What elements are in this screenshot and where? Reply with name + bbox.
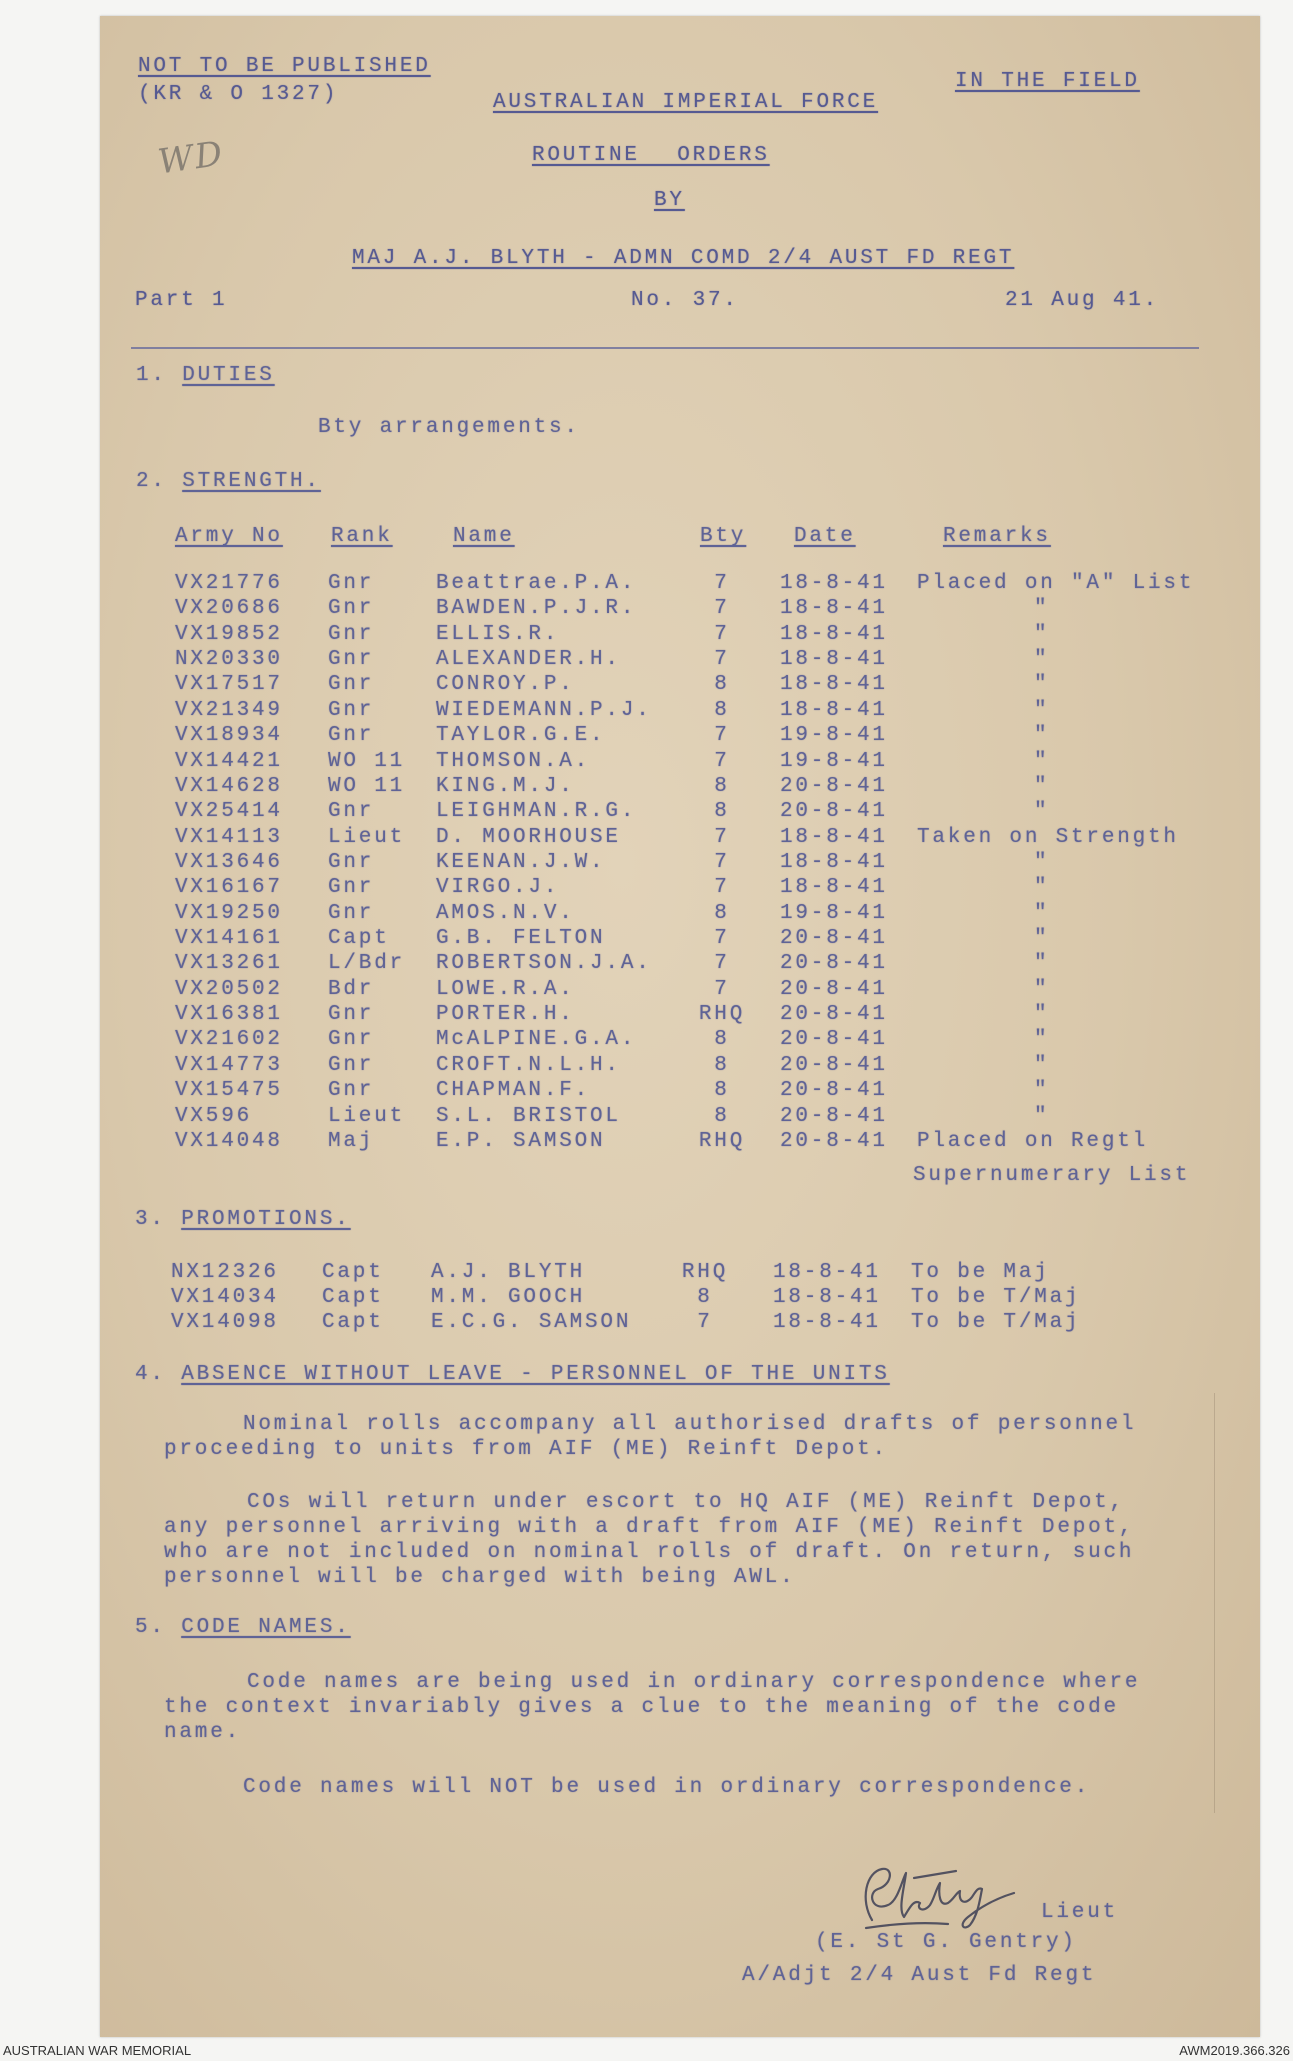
- order-number: No. 37.: [631, 289, 739, 312]
- archive-credit: AUSTRALIAN WAR MEMORIAL: [3, 2043, 192, 2058]
- remarks: ": [1034, 1053, 1050, 1077]
- date: 19-8-41: [780, 901, 888, 925]
- document-title: ROUTINE ORDERS: [532, 144, 770, 167]
- table-row: [0, 749, 1293, 774]
- section-promotions-heading: [135, 1207, 351, 1232]
- order-date: 21 Aug 41.: [1005, 289, 1160, 312]
- name: KEENAN.J.W.: [436, 850, 606, 874]
- paragraph-line: who are not included on nominal rolls of draft. On return, such: [164, 1541, 1135, 1564]
- name: WIEDEMANN.P.J.: [436, 698, 652, 722]
- rank: Maj: [328, 1129, 375, 1153]
- army-no: VX13261: [175, 952, 283, 976]
- bty: 8: [714, 800, 730, 824]
- army-no: VX16381: [175, 1003, 283, 1027]
- date: 20-8-41: [780, 1079, 888, 1103]
- remarks: To be T/Maj: [911, 1286, 1081, 1309]
- date: 18-8-41: [780, 673, 888, 697]
- name: CONROY.P.: [436, 673, 575, 697]
- bty: 7: [714, 927, 730, 951]
- name: G.B. FELTON: [436, 927, 606, 951]
- by-line: BY: [654, 189, 685, 212]
- table-row: [0, 1310, 1293, 1335]
- table-row: [0, 1129, 1293, 1187]
- date: 18-8-41: [780, 622, 888, 646]
- table-row: [0, 875, 1293, 900]
- rank: Gnr: [328, 1053, 375, 1077]
- table-row: [0, 723, 1293, 748]
- section-title: ABSENCE WITHOUT LEAVE - PERSONNEL OF THE UNITS: [181, 1363, 890, 1386]
- paragraph-line: any personnel arriving with a draft from AIF (ME) Reinft Depot,: [164, 1516, 1135, 1539]
- remarks: ": [1034, 850, 1050, 874]
- army-no: NX20330: [175, 648, 283, 672]
- bty: 8: [714, 673, 730, 697]
- bty: 8: [714, 1079, 730, 1103]
- name: CROFT.N.L.H.: [436, 1053, 621, 1077]
- army-no: VX21349: [175, 698, 283, 722]
- remarks: ": [1034, 774, 1050, 798]
- name: AMOS.N.V.: [436, 901, 575, 925]
- paragraph-line: Code names will NOT be used in ordinary correspondence.: [243, 1776, 1091, 1799]
- rank: Lieut: [328, 825, 406, 849]
- paragraph-line: the context invariably gives a clue to the meaning of the code: [164, 1696, 1119, 1719]
- rank: Gnr: [328, 876, 375, 900]
- army-no: VX20502: [175, 977, 283, 1001]
- army-no: VX19852: [175, 622, 283, 646]
- name: ALEXANDER.H.: [436, 648, 621, 672]
- rank: Capt: [322, 1286, 384, 1309]
- bty: RHQ: [681, 1261, 729, 1284]
- rank: Lieut: [328, 1104, 406, 1128]
- section-title: PROMOTIONS.: [181, 1208, 351, 1231]
- issuer-line: MAJ A.J. BLYTH - ADMN COMD 2/4 AUST FD REGT: [352, 247, 1015, 270]
- rank: Gnr: [328, 648, 375, 672]
- fold-crease: [1214, 1393, 1215, 1813]
- rank: Gnr: [328, 850, 375, 874]
- remarks: ": [1034, 622, 1050, 646]
- bty: 7: [714, 876, 730, 900]
- remarks: ": [1034, 724, 1050, 748]
- bty: 7: [714, 825, 730, 849]
- army-no: VX14628: [175, 774, 283, 798]
- name: CHAPMAN.F.: [436, 1079, 591, 1103]
- date: 19-8-41: [780, 724, 888, 748]
- rank: Capt: [322, 1261, 384, 1284]
- section-title: CODE NAMES.: [181, 1616, 351, 1639]
- bty: RHQ: [698, 1003, 746, 1027]
- bty: 8: [714, 774, 730, 798]
- date: 20-8-41: [780, 977, 888, 1001]
- rank: Gnr: [328, 572, 375, 595]
- table-row: [0, 951, 1293, 976]
- bty: 7: [714, 622, 730, 646]
- force-heading: AUSTRALIAN IMPERIAL FORCE: [493, 91, 879, 114]
- table-row: [0, 1285, 1293, 1310]
- section-number: 1.: [136, 364, 167, 387]
- name: LEIGHMAN.R.G.: [436, 800, 637, 824]
- army-no: VX18934: [175, 724, 283, 748]
- name: McALPINE.G.A.: [436, 1028, 637, 1052]
- date: 18-8-41: [773, 1311, 881, 1334]
- archive-reference: AWM2019.366.326: [1179, 2043, 1290, 2058]
- remarks: Placed on Regtl: [917, 1129, 1149, 1153]
- army-no: NX12326: [171, 1261, 279, 1284]
- bty: 7: [714, 850, 730, 874]
- table-row: [0, 825, 1293, 850]
- header-rule: [131, 347, 1199, 349]
- bty: 7: [714, 977, 730, 1001]
- col-remarks: Remarks: [943, 525, 1051, 548]
- rank: Gnr: [328, 1079, 375, 1103]
- location-heading: IN THE FIELD: [955, 70, 1140, 93]
- remarks: ": [1034, 673, 1050, 697]
- bty: RHQ: [698, 1129, 746, 1153]
- rank: Gnr: [328, 1028, 375, 1052]
- name: BAWDEN.P.J.R.: [436, 597, 637, 621]
- army-no: VX14421: [175, 749, 283, 773]
- date: 18-8-41: [773, 1286, 881, 1309]
- signatory-name: (E. St G. Gentry): [815, 1931, 1077, 1954]
- strength-table: [0, 571, 1293, 1187]
- restriction-line-1: NOT TO BE PUBLISHED: [138, 55, 431, 78]
- bty: 8: [714, 901, 730, 925]
- remarks: ": [1034, 876, 1050, 900]
- signatory-rank: Lieut: [1041, 1901, 1119, 1924]
- section-number: 3.: [135, 1208, 166, 1231]
- date: 20-8-41: [780, 952, 888, 976]
- date: 18-8-41: [780, 850, 888, 874]
- table-row: [0, 1260, 1293, 1285]
- remarks: ": [1034, 749, 1050, 773]
- date: 20-8-41: [780, 800, 888, 824]
- date: 20-8-41: [780, 1003, 888, 1027]
- col-bty: Bty: [700, 525, 747, 548]
- name: ELLIS.R.: [436, 622, 560, 646]
- name: E.C.G. SAMSON: [431, 1311, 632, 1334]
- remarks: ": [1034, 648, 1050, 672]
- handwritten-signature: [852, 1858, 1027, 1938]
- bty: 8: [714, 1104, 730, 1128]
- army-no: VX16167: [175, 876, 283, 900]
- date: 18-8-41: [780, 698, 888, 722]
- rank: Gnr: [328, 901, 375, 925]
- bty: 7: [714, 572, 730, 595]
- army-no: VX13646: [175, 850, 283, 874]
- col-rank: Rank: [331, 525, 393, 548]
- table-row: [0, 1104, 1293, 1129]
- rank: Capt: [322, 1311, 384, 1334]
- name: TAYLOR.G.E.: [436, 724, 606, 748]
- army-no: VX19250: [175, 901, 283, 925]
- date: 18-8-41: [780, 597, 888, 621]
- remarks: ": [1034, 698, 1050, 722]
- date: 18-8-41: [780, 572, 888, 595]
- name: KING.M.J.: [436, 774, 575, 798]
- handwritten-note: WD: [155, 133, 227, 183]
- section-code-names-heading: [135, 1615, 351, 1640]
- remarks: ": [1034, 927, 1050, 951]
- paragraph-line: Nominal rolls accompany all authorised drafts of personnel: [243, 1413, 1137, 1436]
- date: 18-8-41: [773, 1261, 881, 1284]
- duties-text: Bty arrangements.: [318, 416, 580, 439]
- bty: 7: [714, 648, 730, 672]
- rank: L/Bdr: [328, 952, 406, 976]
- army-no: VX596: [175, 1104, 253, 1128]
- name: Beattrae.P.A.: [436, 572, 637, 595]
- remarks: Placed on "A" List: [917, 572, 1195, 595]
- table-row: [0, 571, 1293, 596]
- promotions-table: [0, 1260, 1293, 1335]
- section-strength-heading: [136, 469, 321, 494]
- paragraph-line: personnel will be charged with being AWL.: [164, 1566, 796, 1589]
- remarks: To be Maj: [911, 1261, 1050, 1284]
- rank: WO 11: [328, 774, 406, 798]
- table-row: [0, 596, 1293, 621]
- col-date: Date: [794, 525, 856, 548]
- date: 19-8-41: [780, 749, 888, 773]
- paragraph-line: name.: [164, 1721, 242, 1744]
- bty: 8: [697, 1286, 713, 1309]
- table-row: [0, 1078, 1293, 1103]
- signatory-appointment: A/Adjt 2/4 Aust Fd Regt: [742, 1964, 1097, 1987]
- army-no: VX21602: [175, 1028, 283, 1052]
- rank: Bdr: [328, 977, 375, 1001]
- name: LOWE.R.A.: [436, 977, 575, 1001]
- table-row: [0, 774, 1293, 799]
- army-no: VX25414: [175, 800, 283, 824]
- section-absence-heading: [135, 1362, 890, 1387]
- date: 20-8-41: [780, 1104, 888, 1128]
- rank: Gnr: [328, 800, 375, 824]
- remarks: ": [1034, 1028, 1050, 1052]
- bty: 8: [714, 1028, 730, 1052]
- remarks: To be T/Maj: [911, 1311, 1081, 1334]
- army-no: VX14161: [175, 927, 283, 951]
- rank: WO 11: [328, 749, 406, 773]
- name: VIRGO.J.: [436, 876, 560, 900]
- table-row: [0, 926, 1293, 951]
- army-no: VX21776: [175, 572, 283, 595]
- remarks: ": [1034, 597, 1050, 621]
- section-duties-heading: [136, 363, 275, 388]
- header-row: [0, 524, 1293, 549]
- remarks-continued: Supernumerary List: [913, 1163, 1191, 1187]
- restriction-line-2: (KR & O 1327): [138, 83, 339, 106]
- col-name: Name: [453, 525, 515, 548]
- rank: Gnr: [328, 622, 375, 646]
- table-row: [0, 1053, 1293, 1078]
- paragraph-line: Code names are being used in ordinary correspondence where: [247, 1671, 1141, 1694]
- remarks: ": [1034, 800, 1050, 824]
- bty: 7: [714, 749, 730, 773]
- rank: Gnr: [328, 698, 375, 722]
- table-row: [0, 672, 1293, 697]
- table-row: [0, 1027, 1293, 1052]
- part-label: Part 1: [135, 289, 228, 312]
- name: M.M. GOOCH: [431, 1286, 586, 1309]
- section-title: DUTIES: [182, 364, 275, 387]
- strength-column-headers: [0, 524, 1293, 549]
- bty: 7: [714, 597, 730, 621]
- army-no: VX14773: [175, 1053, 283, 1077]
- table-row: [0, 850, 1293, 875]
- name: E.P. SAMSON: [436, 1129, 606, 1153]
- army-no: VX20686: [175, 597, 283, 621]
- table-row: [0, 977, 1293, 1002]
- table-row: [0, 647, 1293, 672]
- name: S.L. BRISTOL: [436, 1104, 621, 1128]
- table-row: [0, 622, 1293, 647]
- army-no: VX14048: [175, 1129, 283, 1153]
- date: 18-8-41: [780, 825, 888, 849]
- name: PORTER.H.: [436, 1003, 575, 1027]
- section-number: 5.: [135, 1616, 166, 1639]
- date: 20-8-41: [780, 1053, 888, 1077]
- table-row: [0, 698, 1293, 723]
- bty: 7: [697, 1311, 713, 1334]
- remarks: ": [1034, 977, 1050, 1001]
- remarks: Taken on Strength: [917, 825, 1179, 849]
- date: 18-8-41: [780, 876, 888, 900]
- paragraph-line: proceeding to units from AIF (ME) Reinft Depot.: [164, 1438, 888, 1461]
- remarks: ": [1034, 1079, 1050, 1103]
- date: 20-8-41: [780, 1129, 888, 1153]
- rank: Gnr: [328, 597, 375, 621]
- name: D. MOORHOUSE: [436, 825, 621, 849]
- army-no: VX14034: [171, 1286, 279, 1309]
- date: 20-8-41: [780, 927, 888, 951]
- name: A.J. BLYTH: [431, 1261, 586, 1284]
- bty: 7: [714, 724, 730, 748]
- section-title: STRENGTH.: [182, 470, 321, 493]
- bty: 8: [714, 698, 730, 722]
- remarks: ": [1034, 1003, 1050, 1027]
- col-army-no: Army No: [175, 525, 283, 548]
- date: 18-8-41: [780, 648, 888, 672]
- army-no: VX15475: [175, 1079, 283, 1103]
- army-no: VX14113: [175, 825, 283, 849]
- remarks: ": [1034, 901, 1050, 925]
- table-row: [0, 901, 1293, 926]
- army-no: VX17517: [175, 673, 283, 697]
- date: 20-8-41: [780, 1028, 888, 1052]
- table-row: [0, 799, 1293, 824]
- remarks: ": [1034, 1104, 1050, 1128]
- rank: Capt: [328, 927, 390, 951]
- date: 20-8-41: [780, 774, 888, 798]
- name: ROBERTSON.J.A.: [436, 952, 652, 976]
- section-number: 4.: [135, 1363, 166, 1386]
- bty: 7: [714, 952, 730, 976]
- section-number: 2.: [136, 470, 167, 493]
- army-no: VX14098: [171, 1311, 279, 1334]
- rank: Gnr: [328, 724, 375, 748]
- name: THOMSON.A.: [436, 749, 591, 773]
- table-row: [0, 1002, 1293, 1027]
- paragraph-line: COs will return under escort to HQ AIF (ME) Reinft Depot,: [247, 1491, 1125, 1514]
- rank: Gnr: [328, 1003, 375, 1027]
- rank: Gnr: [328, 673, 375, 697]
- bty: 8: [714, 1053, 730, 1077]
- remarks: ": [1034, 952, 1050, 976]
